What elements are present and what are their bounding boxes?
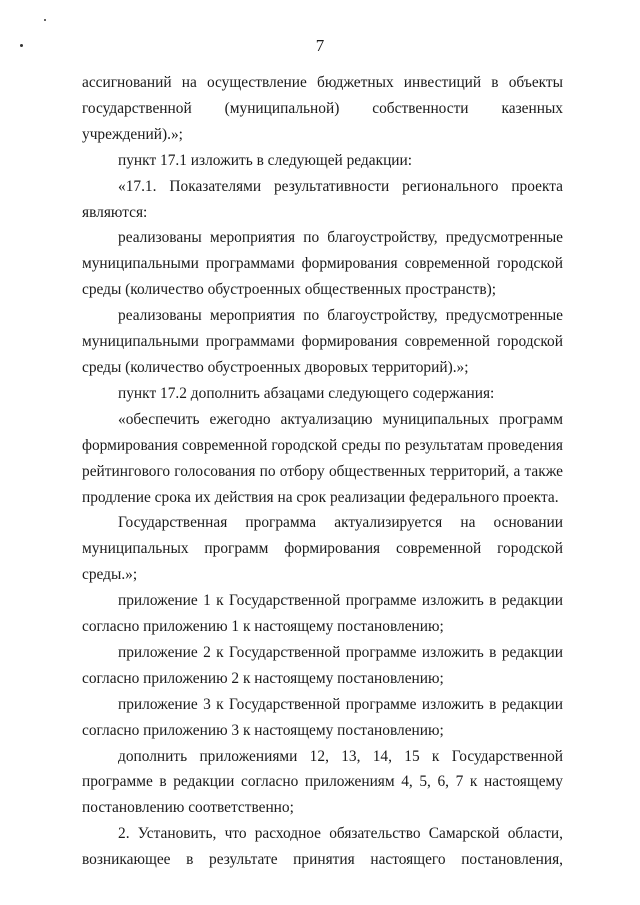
paragraph: приложение 3 к Государственной программе изложить в редакции согласно приложению 3 к настоящему постановлению; xyxy=(82,695,563,739)
paragraph: ассигнований на осуществление бюджетных инвестиций в объекты государственной (муниципальной) собственности казенных учреждений).»; xyxy=(82,74,563,143)
scan-speck xyxy=(44,19,46,21)
paragraph: Государственная программа актуализируется на основании муниципальных программ формирования современной городской среды.»; xyxy=(82,514,563,584)
paragraph: реализованы мероприятия по благоустройству, предусмотренные муниципальными программами формирования современной городской среды (количество обустроенных общественных пространств); xyxy=(82,229,563,299)
paragraph: пункт 17.1 изложить в следующей редакции: xyxy=(118,151,413,169)
paragraph: приложение 2 к Государственной программе изложить в редакции согласно приложению 2 к настоящему постановлению; xyxy=(82,643,563,687)
paragraph: «обеспечить ежегодно актуализацию муниципальных программ формирования современной городской среды по результатам проведения рейтингового голосования по отбору общественных территорий, а также продление срока их действия на срок реализации федерального проекта. xyxy=(82,410,563,506)
paragraph: приложение 1 к Государственной программе изложить в редакции согласно приложению 1 к настоящему постановлению; xyxy=(82,592,563,636)
document-body xyxy=(82,70,563,873)
paragraph: 2. Установить, что расходное обязательство Самарской области, возникающее в результате принятия настоящего постановления, xyxy=(82,825,563,869)
page-number: 7 xyxy=(315,36,325,55)
paragraph: дополнить приложениями 12, 13, 14, 15 к Государственной программе в редакции согласно приложениям 4, 5, 6, 7 к настоящему постановлению соответственно; xyxy=(82,747,563,817)
paragraph: пункт 17.2 дополнить абзацами следующего содержания: xyxy=(118,384,495,402)
paragraph: реализованы мероприятия по благоустройству, предусмотренные муниципальными программами формирования современной городской среды (количество обустроенных дворовых территорий).»; xyxy=(82,307,563,376)
paragraph: «17.1. Показателями результативности регионального проекта являются: xyxy=(82,177,563,221)
